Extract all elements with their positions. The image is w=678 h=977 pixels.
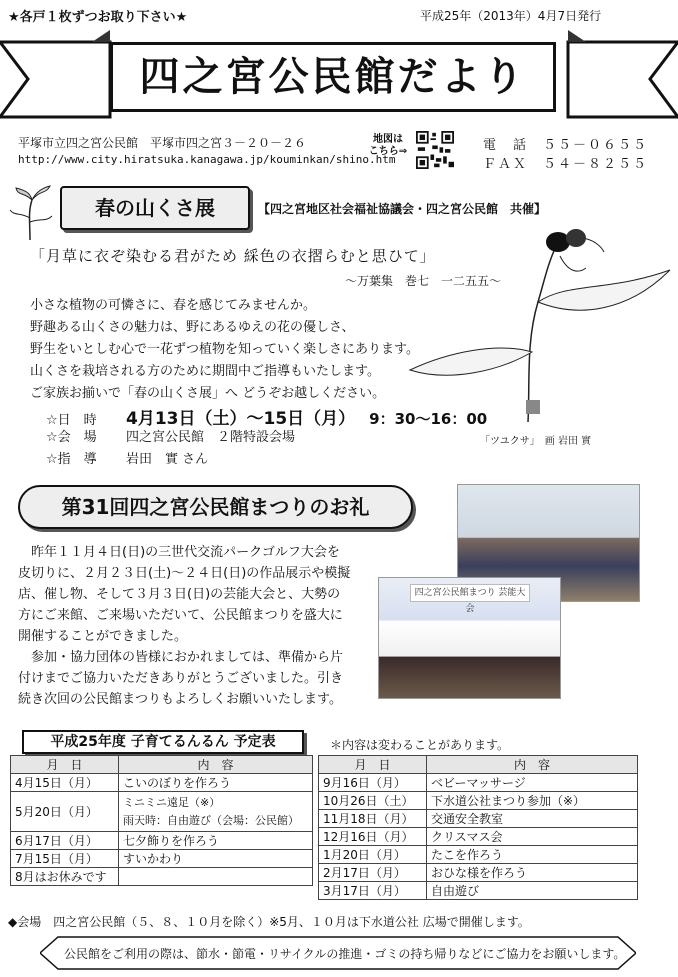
table-row xyxy=(319,882,638,900)
schedule-content: こいのぼりを作ろう xyxy=(119,774,313,792)
body-text: 続き次回の公民館まつりもよろしくお願いいたします。 xyxy=(18,692,342,707)
date-value: 4月13日（土）～15日（月） xyxy=(126,409,356,429)
schedule-date: 5月20日（月） xyxy=(11,792,119,832)
schedule-date: 10月26日（土） xyxy=(319,792,427,810)
guide-value: 岩田 實 さん xyxy=(126,452,209,467)
table-row xyxy=(319,828,638,846)
column-header-date: 月 日 xyxy=(11,756,119,774)
schedule-content: 交通安全教室 xyxy=(427,810,638,828)
poem: 「月草に衣ぞ染むる君がため 綵色の衣摺らむと思ひて」 xyxy=(30,247,436,265)
schedule-note: ＊内容は変わることがあります。 xyxy=(330,738,510,752)
schedule-content: クリスマス会 xyxy=(427,828,638,846)
map-label-line2: こちら⇒ xyxy=(368,146,408,157)
schedule-content-line1: ミニミニ遠足（※） xyxy=(123,795,221,809)
schedule-content: 下水道公社まつり参加（※） xyxy=(427,792,638,810)
distribution-notice: ★各戸１枚ずつお取り下さい★ xyxy=(8,10,188,25)
body-text: 皮切りに、２月２３日(土)～２４日(日)の作品展示や模擬 xyxy=(18,566,351,581)
table-row xyxy=(319,810,638,828)
table-row xyxy=(11,774,313,792)
table-row xyxy=(319,864,638,882)
time-value: 9：30～16：00 xyxy=(369,410,488,428)
poem-source: ～万葉集 巻七 一二五五～ xyxy=(345,274,502,288)
schedule-date: 1月20日（月） xyxy=(319,846,427,864)
column-header-date: 月 日 xyxy=(319,756,427,774)
address: 平塚市立四之宮公民館 平塚市四之宮３－２０－２６ xyxy=(18,136,307,150)
footer-message: 公民館をご利用の際は、節水・節電・リサイクルの推進・ゴミの持ち帰りなどにご協力をお願いします。 xyxy=(64,947,626,961)
newsletter-title: 四之宮公民館だより xyxy=(110,42,556,112)
body-text: 野趣ある山くさの魅力は、野にあるゆえの花の優しさ、 xyxy=(30,320,355,335)
schedule-content: 自由遊び xyxy=(427,882,638,900)
schedule-date: 9月16日（月） xyxy=(319,774,427,792)
body-text: 店、催し物、そして３月３日(日)の芸能大会と、大勢の xyxy=(18,587,341,602)
guide-label: ☆指 導 xyxy=(46,452,97,467)
table-row xyxy=(11,792,313,832)
qr-code-icon[interactable] xyxy=(416,131,454,169)
issue-date: 平成25年（2013年）4月7日発行 xyxy=(420,9,602,23)
schedule-date: 3月17日（月） xyxy=(319,882,427,900)
body-text: 参加・協力団体の皆様におかれましては、準備から片 xyxy=(18,650,344,665)
fax: ＦＡＸ ５４－８２５５ xyxy=(483,157,649,172)
body-text: 付けまでご協力いただきありがとうございました。引き xyxy=(18,671,344,686)
section-host: 【四之宮地区社会福祉協議会・四之宮公民館 共催】 xyxy=(258,202,547,216)
telephone: 電 話 ５５－０６５５ xyxy=(483,138,649,153)
flower-illustration-icon xyxy=(6,182,54,242)
body-text: ご家族お揃いで「春の山くさ展」へ どうぞお越しください。 xyxy=(30,386,386,401)
schedule-date: 2月17日（月） xyxy=(319,864,427,882)
table-row xyxy=(319,846,638,864)
schedule-content: たこを作ろう xyxy=(427,846,638,864)
venue-value: 四之宮公民館 ２階特設会場 xyxy=(126,430,296,445)
table-row xyxy=(319,792,638,810)
table-row xyxy=(11,850,313,868)
schedule-date: 4月15日（月） xyxy=(11,774,119,792)
body-text: 山くさを栽培される方のために期間中ご指導もいたします。 xyxy=(30,364,380,379)
body-text: 小さな植物の可憐さに、春を感じてみませんか。 xyxy=(30,298,317,313)
body-text: 野生をいとしむ心で一花ずつ植物を知っていく楽しさにあります。 xyxy=(30,342,419,357)
photo-banner: 四之宮公民館まつり 芸能大会 xyxy=(410,584,530,602)
section-title-festival-thanks: 第31回四之宮公民館まつりのお礼 xyxy=(18,485,413,529)
dayflower-illustration-icon xyxy=(408,222,673,422)
schedule-content: ベビーマッサージ xyxy=(427,774,638,792)
schedule-content-line2: 雨天時：自由遊び（会場：公民館） xyxy=(123,813,299,827)
schedule-content xyxy=(119,792,313,832)
map-label-line1: 地図は xyxy=(373,134,403,145)
schedule-date: 8月はお休みです xyxy=(11,868,119,886)
section-title-schedule: 平成25年度 子育てるんるん 予定表 xyxy=(22,730,304,754)
schedule-content: すいかわり xyxy=(119,850,313,868)
section-title-spring-plants: 春の山くさ展 xyxy=(60,186,250,230)
schedule-date: 7月15日（月） xyxy=(11,850,119,868)
schedule-date: 12月16日（月） xyxy=(319,828,427,846)
map-label xyxy=(367,134,409,158)
schedule-table-left xyxy=(10,755,313,886)
venue-label: ☆会 場 xyxy=(46,430,97,445)
schedule-date: 11月18日（月） xyxy=(319,810,427,828)
schedule-content: おひな様を作ろう xyxy=(427,864,638,882)
table-row xyxy=(11,832,313,850)
illustration-caption: 「ツユクサ」 画 岩田 實 xyxy=(480,436,592,447)
venue-footnote: ◆会場 四之宮公民館（５、８、１０月を除く）※5月、１０月は下水道公社 広場で開催します。 xyxy=(8,915,530,929)
body-text: 開催することができました。 xyxy=(18,629,188,644)
schedule-content: 七夕飾りを作ろう xyxy=(119,832,313,850)
date-label: ☆日 時 xyxy=(46,413,97,428)
table-row xyxy=(11,868,313,886)
table-row xyxy=(319,774,638,792)
column-header-content: 内 容 xyxy=(427,756,638,774)
body-text: 方にご来館、ご来場いただいて、公民館まつりを盛大に xyxy=(18,608,343,623)
body-text: 昨年１１月４日(日)の三世代交流パークゴルフ大会を xyxy=(18,545,340,560)
schedule-table-right xyxy=(318,755,638,900)
website-url[interactable]: http://www.city.hiratsuka.kanagawa.jp/kouminkan/shino.htm xyxy=(18,153,396,166)
schedule-content xyxy=(119,868,313,886)
schedule-date: 6月17日（月） xyxy=(11,832,119,850)
column-header-content: 内 容 xyxy=(119,756,313,774)
